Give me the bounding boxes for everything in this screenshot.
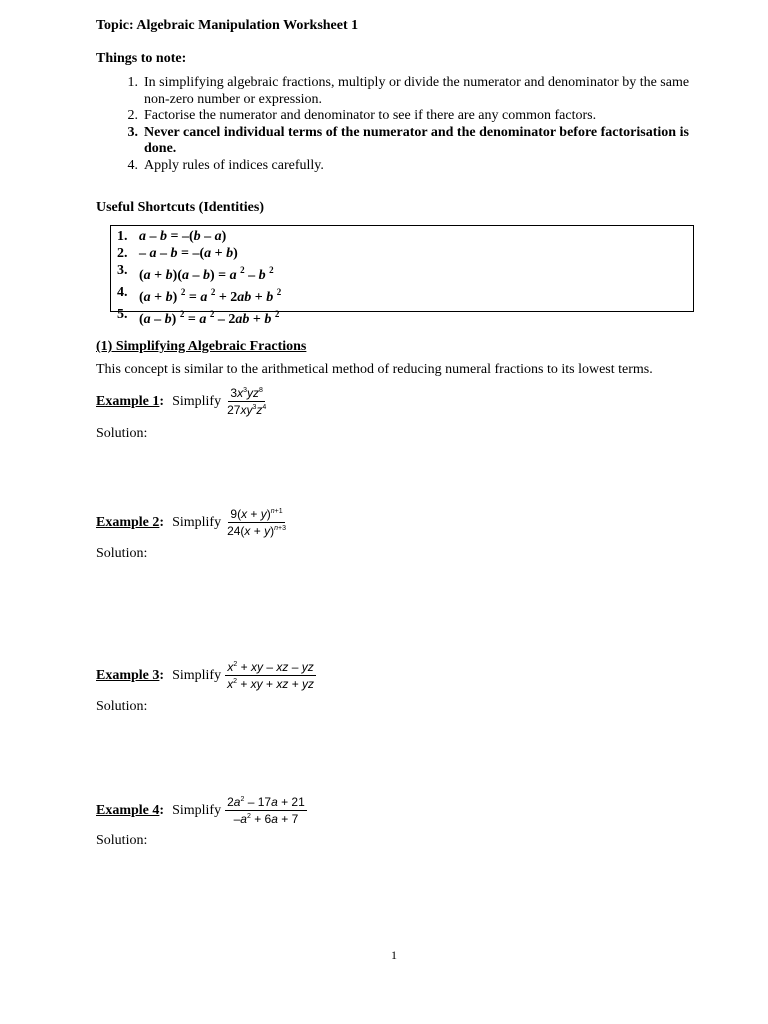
note-text: Apply rules of indices carefully. <box>144 157 324 173</box>
identities-box <box>110 225 694 327</box>
page-number: 1 <box>391 948 397 962</box>
note-number: 4. <box>127 157 138 173</box>
identity-row <box>117 228 693 245</box>
identity-formula: (a – b) $^2$ = a $^2$ – 2ab + b $^2$ <box>139 309 280 327</box>
identity-row <box>117 284 693 306</box>
note-number: 1. <box>127 75 138 90</box>
note-number: 2. <box>127 108 138 124</box>
simplify-text: Simplify <box>172 514 222 530</box>
fraction-denominator: $-a^2 + 6a + 7$ <box>233 812 299 826</box>
section-text: This concept is similar to the arithmetical method of reducing numeral fractions to its lowest terms. <box>96 362 653 377</box>
fraction <box>225 660 316 691</box>
example-3: Example 3 : Simplify $\frac{x^2 + xy - xz - yz}{x^2 + xy + xz + yz}$ <box>96 660 315 691</box>
fraction <box>225 795 307 826</box>
solution-label: Solution: <box>96 699 148 714</box>
example-label: Example 2 <box>96 514 160 530</box>
example-1: Example 1 : Simplify $\frac{3x^3yz^8}{27xy^3z^4}$ <box>96 386 267 417</box>
identity-formula: (a + b) $^2$ = a $^2$ + 2ab + b $^2$ <box>139 287 282 305</box>
fraction <box>225 507 288 538</box>
note-item <box>96 75 696 108</box>
fraction-denominator: $24(x + y)^{n+3}$ <box>227 524 286 538</box>
identity-row <box>117 245 693 262</box>
example-label: Example 3 <box>96 667 160 683</box>
worksheet-title: Topic: Algebraic Manipulation Worksheet 1 <box>96 18 359 33</box>
identity-number: 2. <box>117 246 128 261</box>
fraction-numerator: $9(x + y)^{n+1}$ <box>230 507 283 521</box>
note-item <box>96 125 696 158</box>
note-item <box>96 158 696 175</box>
notes-heading: Things to note: <box>96 51 187 66</box>
identity-formula: a – b = –(b – a) <box>139 229 227 244</box>
fraction-numerator: $3x^3yz^8$ <box>230 386 263 400</box>
identity-number: 4. <box>117 285 128 300</box>
note-text: In simplifying algebraic fractions, multiply or divide the numerator and denominator by the same non-zero number or expression. <box>144 75 690 107</box>
simplify-text: Simplify <box>172 667 222 683</box>
notes-list <box>96 75 696 175</box>
section-heading: (1) Simplifying Algebraic Fractions <box>96 339 307 354</box>
example-label: Example 4 <box>96 802 160 818</box>
fraction-numerator: $2a^2 - 17a + 21$ <box>227 795 305 809</box>
example-4: Example 4 : Simplify $\frac{2a^2 - 17a + 21}{-a^2 + 6a + 7}$ <box>96 795 305 826</box>
identity-row <box>117 262 693 284</box>
solution-label: Solution: <box>96 426 148 441</box>
note-text: Never cancel individual terms of the numerator and the denominator before factorisation is done. <box>144 124 689 157</box>
identity-formula: (a + b)(a – b) = a $^2$ – b $^2$ <box>139 265 274 283</box>
fraction-denominator: $27xy^3z^4$ <box>227 403 267 417</box>
fraction-numerator: $x^2$ + xy – xz – yz <box>227 660 314 674</box>
simplify-text: Simplify <box>172 802 222 818</box>
example-label: Example 1 <box>96 393 160 409</box>
solution-label: Solution: <box>96 546 148 561</box>
identity-row <box>117 306 693 328</box>
solution-label: Solution: <box>96 833 148 848</box>
fraction-denominator: $x^2$ + xy + xz + yz <box>227 677 315 691</box>
note-item <box>96 108 696 125</box>
identity-number: 1. <box>117 229 128 244</box>
shortcuts-heading: Useful Shortcuts (Identities) <box>96 200 264 215</box>
identity-formula: – a – b = –(a + b) <box>139 246 238 261</box>
identity-number: 5. <box>117 307 128 322</box>
fraction <box>225 386 268 417</box>
simplify-text: Simplify <box>172 393 222 409</box>
example-2: Example 2 : Simplify $\frac{9(x + y)^{n+1}}{24(x + y)^{n+3}}$ <box>96 507 286 538</box>
note-text: Factorise the numerator and denominator to see if there are any common factors. <box>144 108 597 124</box>
identity-number: 3. <box>117 263 128 278</box>
note-number: 3. <box>127 124 138 140</box>
